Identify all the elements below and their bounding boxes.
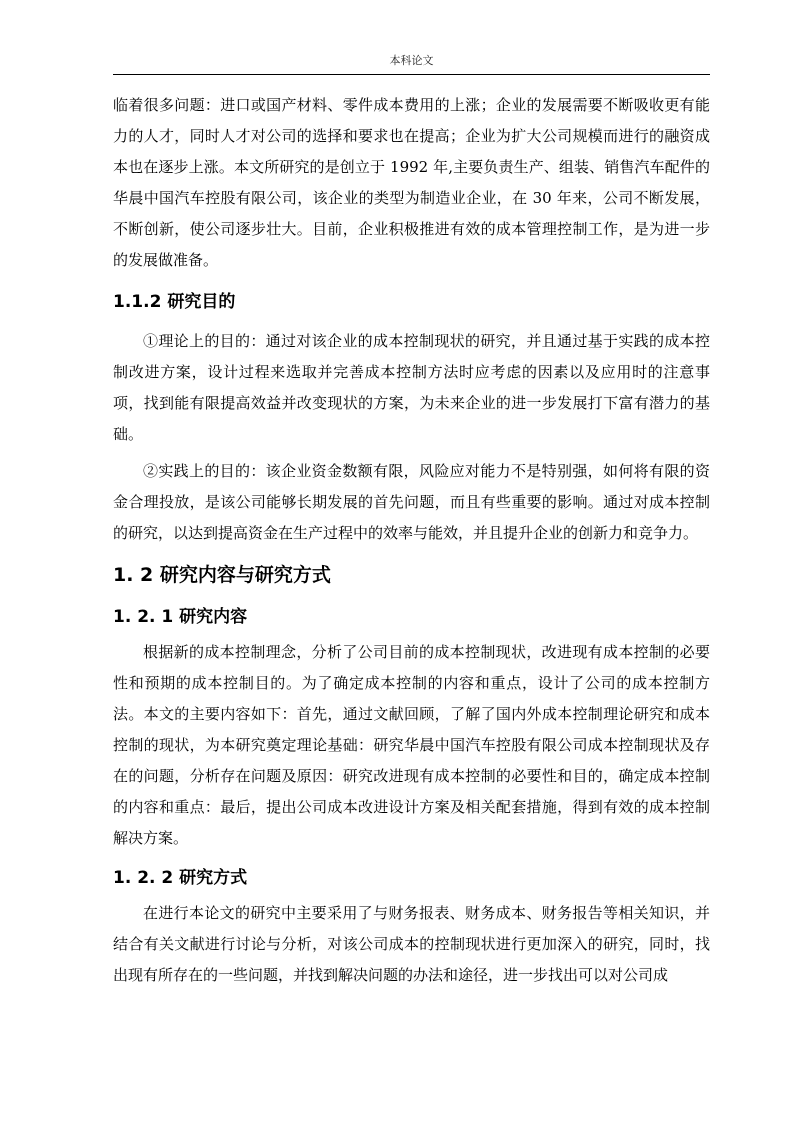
purpose-paragraph-practice: ②实践上的目的：该企业资金数额有限，风险应对能力不是特别强，如何将有限的资金合理投放，是该公司能够长期发展的首先问题，而且有些重要的影响。通过对成本控制的研究，以达到提高资金在生产过程中的效率与能效，并且提升企业的创新力和竞争力。 bbox=[113, 462, 710, 542]
purpose-paragraph-theory: ①理论上的目的：通过对该企业的成本控制现状的研究，并且通过基于实践的成本控制改进方案，设计过程来选取并完善成本控制方法时应考虑的因素以及应用时的注意事项，找到能有限提高效益并改变现状的方案，为未来企业的进一步发展打下富有潜力的基础。 bbox=[113, 332, 710, 443]
section-heading-1-2-1: 1. 2. 1 研究内容 bbox=[113, 607, 248, 627]
content-paragraph: 根据新的成本控制理念，分析了公司目前的成本控制现状，改进现有成本控制的必要性和预期的成本控制目的。为了确定成本控制的内容和重点，设计了公司的成本控制方法。本文的主要内容如下：首先，通过文献回顾，了解了国内外成本控制理论研究和成本控制的现状，为本研究奠定理论基础：研究华晨中国汽车控股有限公司成本控制现状及存在的问题，分析存在问题及原因：研究改进现有成本控制的必要性和目的，确定成本控制的内容和重点：最后，提出公司成本改进设计方案及相关配套措施，得到有效的成本控制解决方案。 bbox=[113, 643, 710, 847]
method-paragraph: 在进行本论文的研究中主要采用了与财务报表、财务成本、财务报告等相关知识，并结合有关文献进行讨论与分析，对该公司成本的控制现状进行更加深入的研究，同时，找出现有所存在的一些问题，并找到解决问题的办法和途径，进一步找出可以对公司成 bbox=[113, 904, 710, 984]
page-header: 本科论文 bbox=[389, 54, 434, 67]
document-body bbox=[113, 90, 710, 991]
section-heading-1-2-2: 1. 2. 2 研究方式 bbox=[113, 868, 248, 888]
header-divider bbox=[113, 74, 710, 75]
section-heading-1-1-2: 1.1.2 研究目的 bbox=[113, 292, 236, 312]
intro-paragraph: 临着很多问题：进口或国产材料、零件成本费用的上涨；企业的发展需要不断吸收更有能力的人才，同时人才对公司的选择和要求也在提高；企业为扩大公司规模而进行的融资成本也在逐步上涨。本文所研究的是创立于 1992 年,主要负责生产、组装、销售汽车配件的华晨中国汽车控股有限公司，该企业的类型为制造业企业，在 30 年来，公司不断发展，不断创新，使公司逐步壮大。目前，企业积极推进有效的成本管理控制工作，是为进一步的发展做准备。 bbox=[113, 96, 710, 269]
section-heading-1-2: 1. 2 研究内容与研究方式 bbox=[113, 564, 331, 586]
